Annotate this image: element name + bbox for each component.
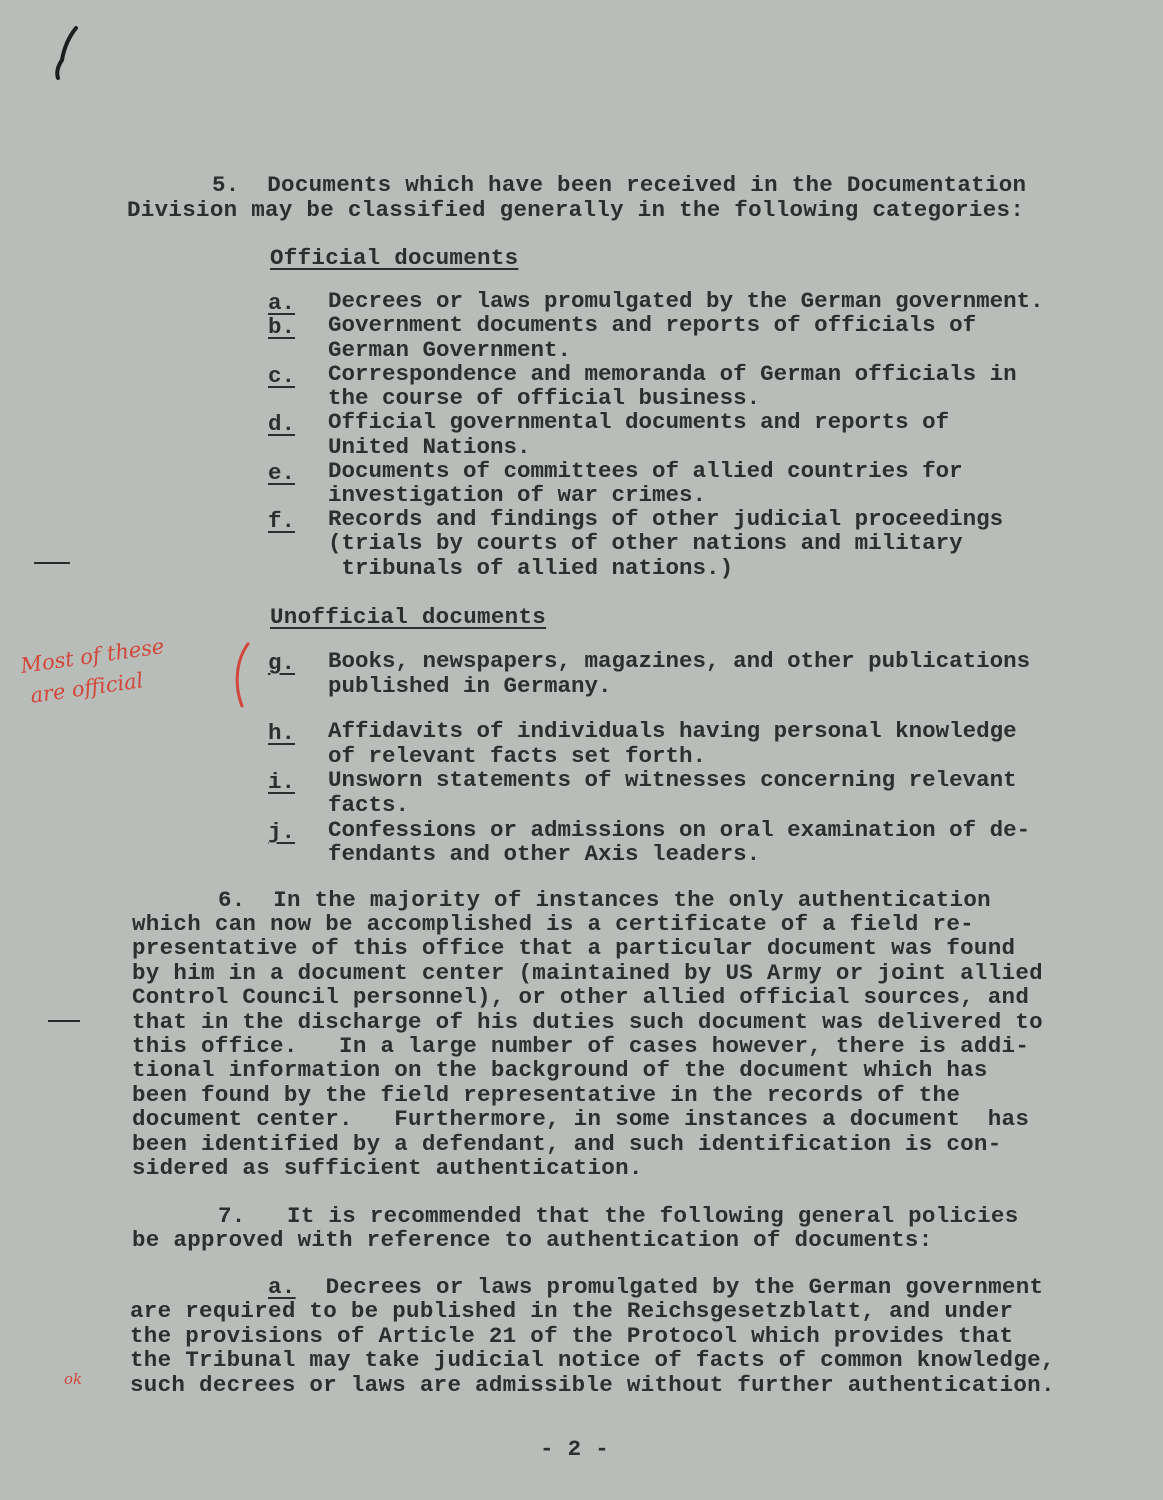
para7a-line: the provisions of Article 21 of the Protocol which provides that [130, 1323, 1014, 1349]
para6-line: sidered as sufficient authentication. [132, 1155, 643, 1181]
item-d-line1: Official governmental documents and reports of [328, 409, 950, 435]
item-g-mark: g. [268, 650, 296, 676]
item-d-mark: d. [268, 411, 296, 437]
item-i-mark: i. [268, 769, 296, 795]
item-d-line2: United Nations. [328, 434, 531, 460]
para7a-first-line: Decrees or laws promulgated by the German government [298, 1274, 1044, 1300]
para6-line: been found by the field representative in the records of the [132, 1082, 961, 1108]
para6-line: tional information on the background of the document which has [132, 1057, 988, 1083]
para7a-mark: a. [268, 1274, 296, 1300]
item-b-line1: Government documents and reports of officials of [328, 312, 977, 338]
item-a-mark: a. [268, 290, 296, 316]
page-number: - 2 - [540, 1436, 610, 1462]
item-h-line2: of relevant facts set forth. [328, 743, 707, 769]
item-c-line1: Correspondence and memoranda of German officials in [328, 361, 1017, 387]
item-e-line1: Documents of committees of allied countries for [328, 458, 963, 484]
item-g-line1: Books, newspapers, magazines, and other publications [328, 648, 1031, 674]
para6-line: document center. Furthermore, in some instances a document has [132, 1106, 1030, 1132]
item-e-line2: investigation of war crimes. [328, 482, 707, 508]
para7-line2: be approved with reference to authentication of documents: [132, 1227, 933, 1253]
margin-annotation-line2: are official [28, 668, 145, 708]
bracket-mark-icon [226, 640, 256, 710]
official-heading: Official documents [270, 245, 519, 271]
para7a-line: are required to be published in the Reichsgesetzblatt, and under [130, 1298, 1014, 1324]
item-b-line2: German Government. [328, 337, 572, 363]
item-a-line1: Decrees or laws promulgated by the German government. [328, 288, 1044, 314]
item-f-line2: (trials by courts of other nations and military [328, 530, 963, 556]
item-c-mark: c. [268, 363, 296, 389]
item-f-line1: Records and findings of other judicial proceedings [328, 506, 1004, 532]
para6-line: by him in a document center (maintained by US Army or joint allied [132, 960, 1043, 986]
item-j-line2: fendants and other Axis leaders. [328, 841, 761, 867]
pencil-mark-icon [28, 20, 88, 90]
para6-line: that in the discharge of his duties such document was delivered to [132, 1009, 1043, 1035]
item-j-line1: Confessions or admissions on oral examination of de- [328, 817, 1031, 843]
item-c-line2: the course of official business. [328, 385, 761, 411]
item-j-mark: j. [268, 819, 296, 845]
margin-dash-2 [48, 1020, 80, 1022]
item-h-mark: h. [268, 720, 296, 746]
item-g-line2: published in Germany. [328, 673, 612, 699]
item-f-line3: tribunals of allied nations.) [328, 555, 734, 581]
para6-line: which can now be accomplished is a certificate of a field re- [132, 911, 974, 937]
para7a-line: such decrees or laws are admissible without further authentication. [130, 1372, 1055, 1398]
para6-line: presentative of this office that a particular document was found [132, 935, 1016, 961]
para6-line: 6. In the majority of instances the only authentication [218, 887, 991, 913]
item-i-line2: facts. [328, 792, 410, 818]
para7-line1: 7. It is recommended that the following general policies [218, 1203, 1019, 1229]
para7a-line: the Tribunal may take judicial notice of facts of common knowledge, [130, 1347, 1055, 1373]
margin-tick-note: ok [64, 1370, 83, 1388]
para6-line: Control Council personnel), or other allied official sources, and [132, 984, 1030, 1010]
item-i-line1: Unsworn statements of witnesses concerning relevant [328, 767, 1017, 793]
item-b-mark: b. [268, 314, 296, 340]
margin-annotation-line1: Most of these [19, 634, 166, 678]
para6-line: been identified by a defendant, and such identification is con- [132, 1131, 1002, 1157]
margin-dash-1 [34, 562, 70, 564]
para5-line1: 5. Documents which have been received in the Documentation [212, 172, 1027, 198]
para6-line: this office. In a large number of cases however, there is addi- [132, 1033, 1030, 1059]
item-h-line1: Affidavits of individuals having personal knowledge [328, 718, 1017, 744]
para5-line2: Division may be classified generally in the following categories: [127, 197, 1025, 223]
item-f-mark: f. [268, 508, 296, 534]
unofficial-heading: Unofficial documents [270, 604, 547, 630]
item-e-mark: e. [268, 460, 296, 486]
